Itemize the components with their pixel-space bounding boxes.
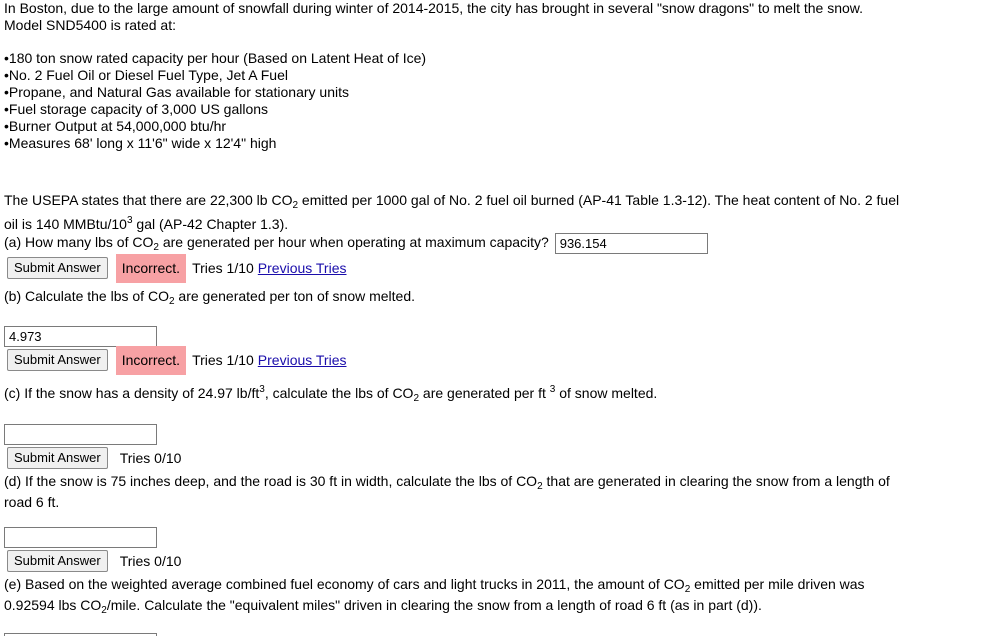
part-e-line-2 <box>4 595 984 616</box>
superscript: 3 <box>126 215 133 226</box>
subscript: 2 <box>168 296 175 307</box>
part-e-question <box>4 574 984 616</box>
question-text: (b) Calculate the lbs of CO <box>4 288 169 304</box>
part-a-submit-button[interactable]: Submit Answer <box>7 257 108 279</box>
part-c-tries: Tries 0/10 <box>119 449 182 466</box>
subscript: 2 <box>413 393 420 404</box>
superscript: 3 <box>259 384 265 395</box>
part-b-submit-row <box>7 349 347 371</box>
part-d-submit-row <box>7 550 181 572</box>
part-a-question <box>4 233 984 254</box>
part-c-question <box>4 385 984 402</box>
background-text: gal (AP-42 Chapter 1.3). <box>132 216 289 232</box>
spec-item: •Fuel storage capacity of 3,000 US gallons <box>4 101 269 117</box>
part-b-input-wrap <box>4 326 157 347</box>
part-c-submit-button[interactable]: Submit Answer <box>7 447 108 469</box>
part-d-input-wrap <box>4 527 157 548</box>
part-b-incorrect-badge: Incorrect. <box>116 346 186 375</box>
spec-item: •Burner Output at 54,000,000 btu/hr <box>4 118 227 134</box>
part-b-previous-tries-link[interactable]: Previous Tries <box>257 351 347 368</box>
part-a-previous-tries-link[interactable]: Previous Tries <box>257 259 347 276</box>
superscript: 3 <box>549 384 556 395</box>
intro-text <box>4 0 984 34</box>
part-d-line-2: road 6 ft. <box>4 494 60 510</box>
part-a-incorrect-badge: Incorrect. <box>116 254 186 283</box>
question-text: that are generated in clearing the snow from a length of <box>542 473 890 489</box>
question-text: (e) Based on the weighted average combined fuel economy of cars and light trucks in 2011, the amount of CO <box>4 576 685 592</box>
subscript: 2 <box>153 242 159 254</box>
background-text: emitted per 1000 gal of No. 2 fuel oil burned (AP-41 Table 1.3-12). The heat content of No. 2 fuel <box>298 192 900 208</box>
subscript: 2 <box>101 605 107 616</box>
question-text: /mile. Calculate the "equivalent miles" driven in clearing the snow from a length of road 6 ft (as in part (d)). <box>106 597 762 613</box>
part-a-answer-input[interactable] <box>555 233 708 254</box>
background-text: The USEPA states that there are 22,300 lb CO <box>4 192 293 208</box>
subscript: 2 <box>684 584 691 595</box>
spec-list <box>4 50 984 152</box>
background-text: oil is 140 MMBtu/10 <box>4 216 127 232</box>
spec-item: •Measures 68' long x 11'6" wide x 12'4" high <box>4 135 277 151</box>
question-text: (c) If the snow has a density of 24.97 lb/ft <box>4 385 260 401</box>
part-d-submit-button[interactable]: Submit Answer <box>7 550 108 572</box>
part-e-line-1 <box>4 574 984 595</box>
part-b-submit-button[interactable]: Submit Answer <box>7 349 108 371</box>
part-d-question <box>4 471 984 513</box>
part-b-question <box>4 288 984 305</box>
question-text: 0.92594 lbs CO <box>4 597 102 613</box>
background-paragraph <box>4 188 984 236</box>
part-d-answer-input[interactable] <box>4 527 157 548</box>
part-d-tries: Tries 0/10 <box>119 552 182 569</box>
question-text: of snow melted. <box>555 385 658 401</box>
subscript: 2 <box>292 200 299 211</box>
part-a-tries: Tries 1/10 <box>192 259 254 276</box>
spec-item: •180 ton snow rated capacity per hour (Based on Latent Heat of Ice) <box>4 50 427 66</box>
question-text: are generated per ton of snow melted. <box>174 288 416 304</box>
part-b-tries: Tries 1/10 <box>192 351 254 368</box>
part-c-input-wrap <box>4 424 157 445</box>
intro-line-1: In Boston, due to the large amount of snowfall during winter of 2014-2015, the city has brought in several "snow dragons" to melt the snow. <box>4 0 864 16</box>
part-c-submit-row <box>7 447 181 469</box>
part-a-submit-row <box>7 257 347 279</box>
part-d-line-1 <box>4 471 984 492</box>
question-text: emitted per mile driven was <box>690 576 865 592</box>
part-c-answer-input[interactable] <box>4 424 157 445</box>
question-text: (a) How many lbs of CO <box>4 234 154 251</box>
question-text: are generated per ft <box>419 385 550 401</box>
question-text: (d) If the snow is 75 inches deep, and the road is 30 ft in width, calculate the lbs of CO <box>4 473 538 489</box>
background-line-1 <box>4 188 984 212</box>
spec-item: •No. 2 Fuel Oil or Diesel Fuel Type, Jet A Fuel <box>4 67 288 83</box>
part-b-answer-input[interactable] <box>4 326 157 347</box>
subscript: 2 <box>537 481 543 492</box>
intro-line-2: Model SND5400 is rated at: <box>4 17 176 33</box>
question-text: , calculate the lbs of CO <box>264 385 414 401</box>
question-text: are generated per hour when operating at maximum capacity? <box>158 234 549 251</box>
spec-item: •Propane, and Natural Gas available for stationary units <box>4 84 349 100</box>
